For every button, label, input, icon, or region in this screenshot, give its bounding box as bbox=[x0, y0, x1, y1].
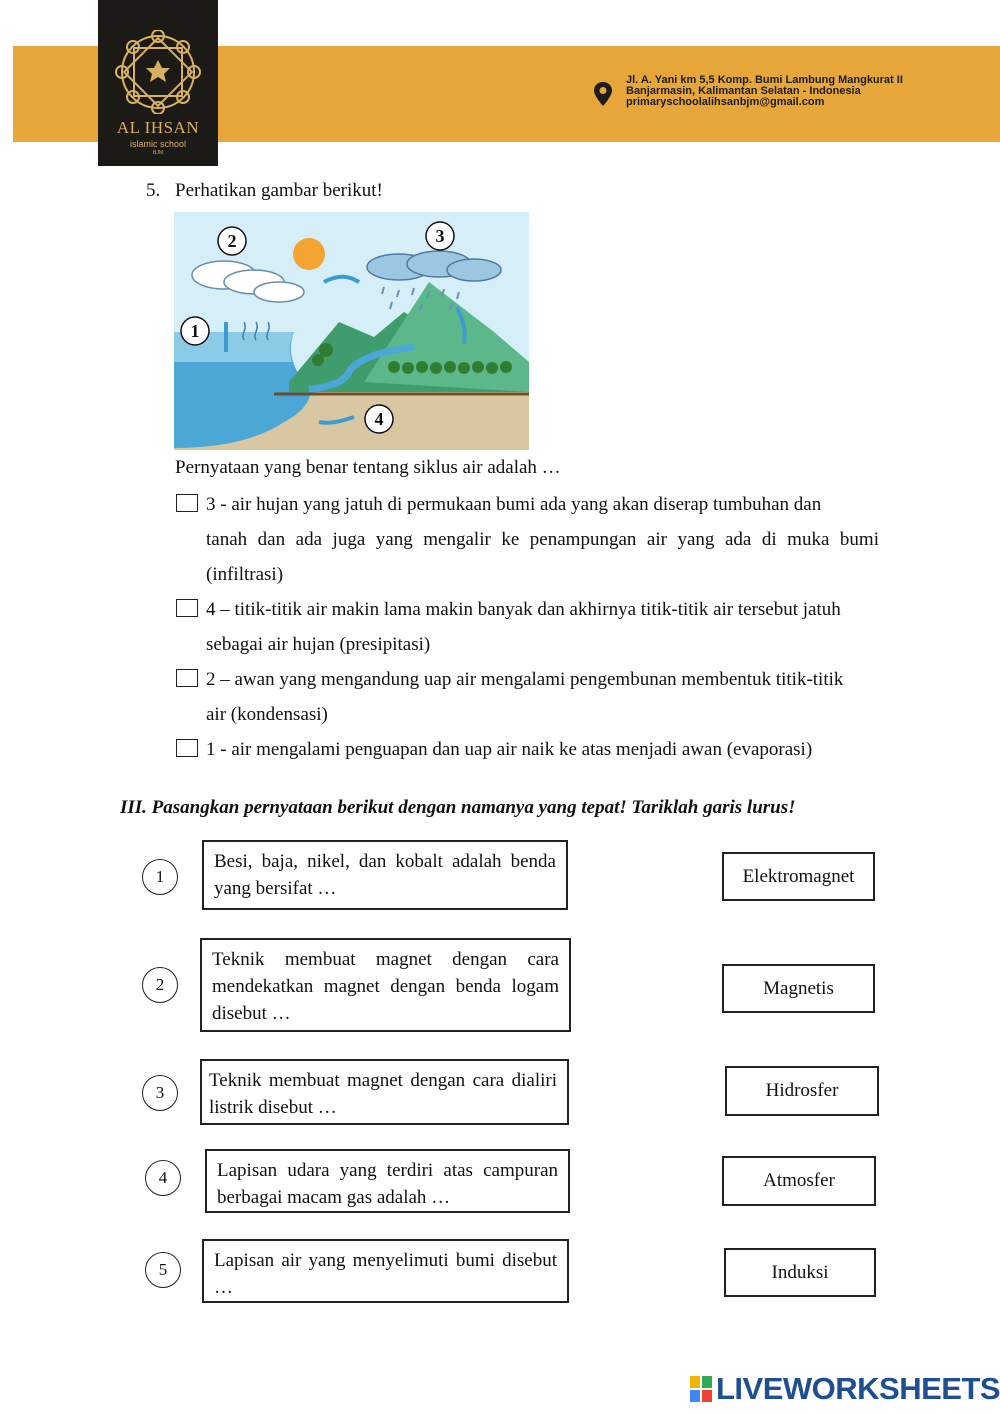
match-answer-box[interactable]: Hidrosfer bbox=[725, 1066, 879, 1116]
option-checkbox[interactable] bbox=[176, 494, 198, 512]
option-checkbox[interactable] bbox=[176, 739, 198, 757]
option-text-rest: sebagai air hujan (presipitasi) bbox=[206, 634, 431, 655]
answer-options bbox=[176, 487, 879, 767]
option-text-rest: tanah dan ada juga yang mengalir ke penampungan air yang ada di muka bumi (infiltrasi) bbox=[206, 529, 879, 585]
logo-name: AL IHSAN bbox=[116, 118, 200, 137]
match-question-box[interactable]: Teknik membuat magnet dengan cara dialiri listrik disebut … bbox=[200, 1059, 569, 1125]
option-text-line: 2 – awan yang mengandung uap air mengalami pengembunan membentuk titik-titik bbox=[206, 669, 844, 690]
liveworksheets-icon bbox=[690, 1376, 712, 1402]
match-answer-box[interactable]: Atmosfer bbox=[722, 1156, 876, 1206]
liveworksheets-logo bbox=[690, 1373, 1000, 1405]
logo-city: BJM bbox=[153, 150, 163, 156]
liveworksheets-wordmark: LIVEWORKSHEETS bbox=[716, 1371, 1000, 1406]
match-number-circle[interactable]: 1 bbox=[142, 859, 178, 895]
option-checkbox[interactable] bbox=[176, 599, 198, 617]
diagram-label-1: 1 bbox=[190, 321, 200, 341]
match-number-circle[interactable]: 2 bbox=[142, 967, 178, 1003]
school-email: primaryschoolalihsanbjm@gmail.com bbox=[626, 96, 825, 108]
match-number-circle[interactable]: 4 bbox=[145, 1160, 181, 1196]
match-question-box[interactable]: Lapisan air yang menyelimuti bumi disebut … bbox=[202, 1239, 569, 1303]
match-number-circle[interactable]: 5 bbox=[145, 1252, 181, 1288]
match-question-box[interactable]: Lapisan udara yang terdiri atas campuran berbagai macam gas adalah … bbox=[205, 1149, 570, 1213]
option-text-line: 4 – titik-titik air makin lama makin banyak dan akhirnya titik-titik air tersebut jatuh bbox=[206, 599, 841, 620]
option-checkbox[interactable] bbox=[176, 669, 198, 687]
match-question-box[interactable]: Teknik membuat magnet dengan cara mendekatkan magnet dengan benda logam disebut … bbox=[200, 938, 571, 1032]
logo-subtitle: islamic school bbox=[129, 139, 187, 149]
logo-ornament-icon bbox=[112, 30, 204, 114]
match-question-box[interactable]: Besi, baja, nikel, dan kobalt adalah benda yang bersifat … bbox=[202, 840, 568, 910]
option-item bbox=[176, 592, 879, 662]
question-number: 5. bbox=[146, 180, 161, 201]
match-number-circle[interactable]: 3 bbox=[142, 1075, 178, 1111]
option-item bbox=[176, 662, 879, 732]
school-address bbox=[626, 75, 903, 108]
school-logo bbox=[98, 0, 218, 166]
option-text-line: 3 - air hujan yang jatuh di permukaan bumi ada yang akan diserap tumbuhan dan bbox=[206, 494, 822, 515]
diagram-label-4: 4 bbox=[374, 409, 384, 429]
section-3-title: III. Pasangkan pernyataan berikut dengan namanya yang tepat! Tariklah garis lurus! bbox=[120, 797, 796, 818]
question-text: Perhatikan gambar berikut! bbox=[175, 180, 383, 201]
match-answer-box[interactable]: Magnetis bbox=[722, 964, 875, 1013]
location-pin-icon bbox=[594, 82, 612, 106]
address-line-2: Banjarmasin, Kalimantan Selatan - Indonesia bbox=[626, 85, 861, 97]
question-5-prompt bbox=[146, 180, 383, 202]
water-cycle-diagram bbox=[174, 212, 529, 450]
diagram-label-2: 2 bbox=[227, 231, 237, 251]
option-text-line: 1 - air mengalami penguapan dan uap air naik ke atas menjadi awan (evaporasi) bbox=[206, 739, 813, 760]
diagram-label-3: 3 bbox=[435, 226, 445, 246]
match-answer-box[interactable]: Elektromagnet bbox=[722, 852, 875, 901]
question-statement: Pernyataan yang benar tentang siklus air adalah … bbox=[175, 457, 561, 478]
address-line-1: Jl. A. Yani km 5,5 Komp. Bumi Lambung Mangkurat II bbox=[626, 74, 903, 86]
option-item bbox=[176, 487, 879, 592]
match-answer-box[interactable]: Induksi bbox=[724, 1248, 876, 1297]
option-item bbox=[176, 732, 879, 767]
option-text-rest: air (kondensasi) bbox=[206, 704, 328, 725]
